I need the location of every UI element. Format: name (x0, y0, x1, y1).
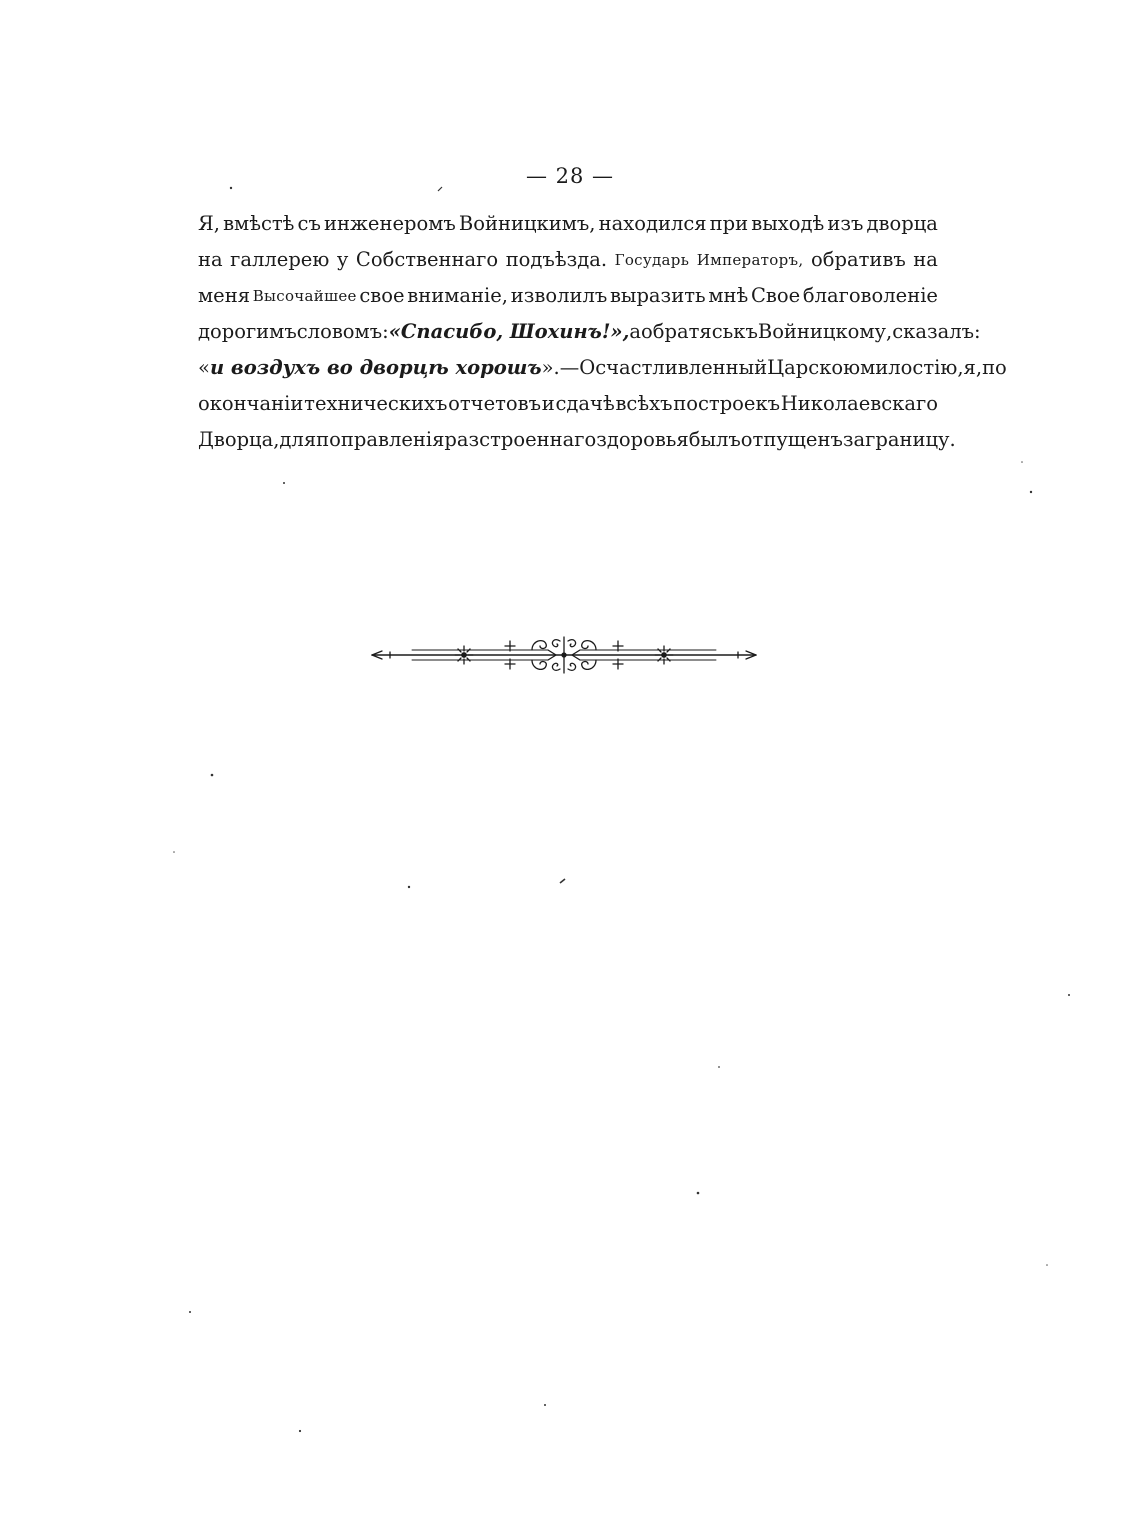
word: за (842, 428, 866, 451)
word: техническихъ (304, 392, 448, 415)
word: словомъ: (296, 320, 389, 343)
word: при (709, 212, 749, 235)
word: съ (297, 212, 321, 235)
word: инженеромъ (323, 212, 456, 235)
word: изъ (827, 212, 864, 235)
word: свое (359, 284, 405, 307)
word: построекъ (673, 392, 781, 415)
word-small-caps: Высочайшее (252, 287, 357, 305)
word: Дворца, (198, 428, 280, 451)
text-line-2 (198, 242, 938, 278)
word: вниманіе, (407, 284, 509, 307)
body-text (198, 206, 1007, 458)
text-line-7 (198, 422, 956, 458)
word-small-caps: Государь (614, 251, 690, 269)
word: вмѣстѣ (223, 212, 295, 235)
text-line-4 (198, 314, 981, 350)
word: милостію, (860, 356, 964, 379)
word: благоволеніе (802, 284, 938, 307)
word: обратясь (641, 320, 734, 343)
word: находился (598, 212, 707, 235)
quote-emphasis-line: «и воздухъ во дворцѣ хорошъ».—Осчастливленный (198, 350, 767, 386)
word: у (336, 248, 349, 271)
word: по (982, 356, 1007, 379)
word: всѣхъ (615, 392, 673, 415)
word: я, (963, 356, 983, 379)
word: границу. (865, 428, 956, 451)
word: изволилъ (510, 284, 608, 307)
text-line-1 (198, 206, 938, 242)
page-number: — 28 — (525, 164, 615, 188)
ornamental-divider-icon (368, 628, 760, 682)
word: сдачѣ (555, 392, 615, 415)
text-line-5 (198, 350, 1007, 386)
word: здоровья (596, 428, 689, 451)
word: отчетовъ (448, 392, 542, 415)
word: подъѣзда. (505, 248, 608, 271)
word: разстроеннаго (444, 428, 597, 451)
word: Николаевскаго (780, 392, 938, 415)
word: Я, (198, 212, 220, 235)
word: дворца (866, 212, 938, 235)
word: Царскою (767, 356, 861, 379)
word-small-caps: Императоръ, (696, 251, 804, 269)
word: галлерею (230, 248, 330, 271)
text-line-3 (198, 278, 938, 314)
word: окончаніи (198, 392, 304, 415)
word: и (541, 392, 555, 415)
word: выразить (609, 284, 706, 307)
word: выходѣ (751, 212, 825, 235)
word: сказалъ: (892, 320, 981, 343)
word: а (629, 320, 642, 343)
text-line-6 (198, 386, 938, 422)
quote-emphasis: «Спасибо, Шохинъ!», (388, 320, 630, 343)
word: мнѣ (708, 284, 749, 307)
word: для (279, 428, 317, 451)
word: меня (198, 284, 251, 307)
word: былъ (688, 428, 741, 451)
word: къ (733, 320, 758, 343)
word: Войницкому, (757, 320, 893, 343)
word: на (913, 248, 938, 271)
word: поправленія (316, 428, 445, 451)
word: Свое (750, 284, 801, 307)
word: Собственнаго (355, 248, 499, 271)
word: на (198, 248, 223, 271)
word: обративъ (810, 248, 906, 271)
word: отпущенъ (740, 428, 843, 451)
quote-emphasis: и воздухъ во дворцѣ хорошъ (209, 356, 542, 379)
word: дорогимъ (198, 320, 297, 343)
word: Войницкимъ, (458, 212, 596, 235)
